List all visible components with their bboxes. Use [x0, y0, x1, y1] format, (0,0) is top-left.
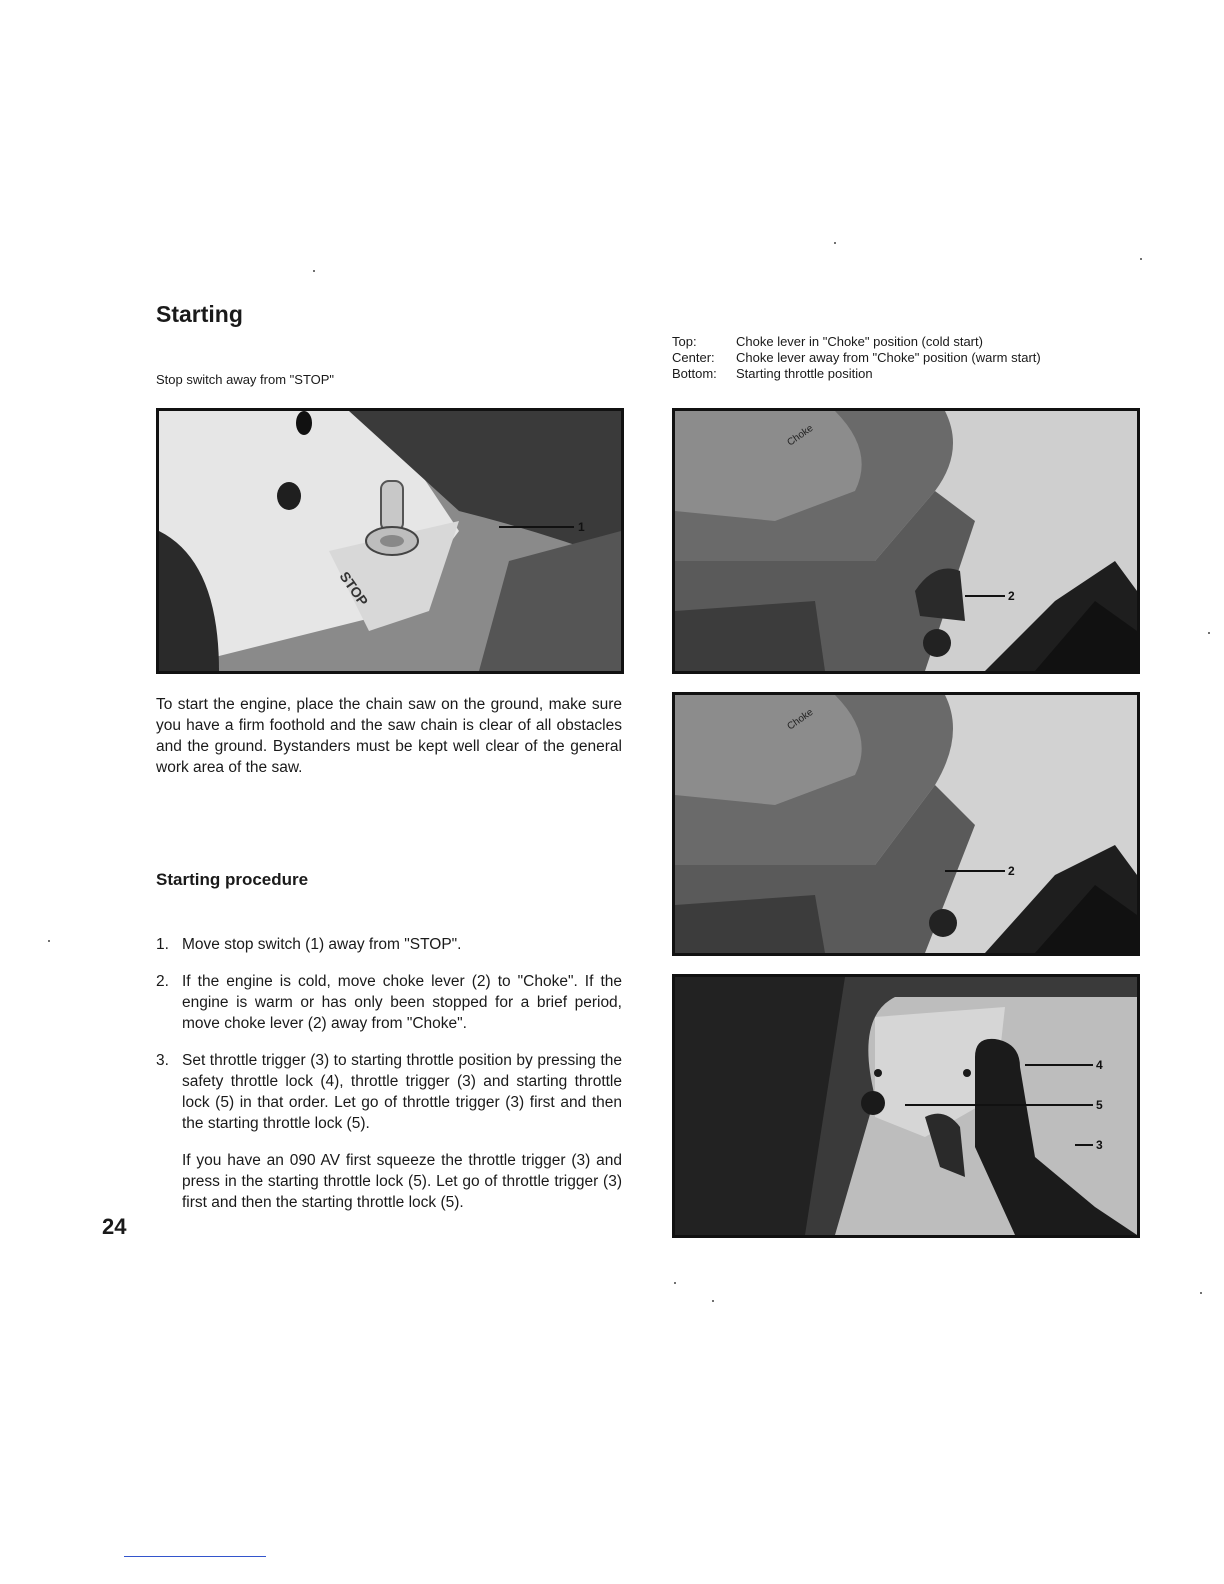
choke-label-top: Choke	[785, 422, 816, 449]
scan-speck	[48, 940, 50, 942]
photo-legend	[672, 334, 1142, 382]
callout-5: 5	[1096, 1098, 1103, 1112]
page-heading: Starting	[156, 301, 243, 327]
footnote-rule	[124, 1556, 266, 1557]
step-item	[156, 971, 622, 1034]
choke-cold-illustration	[675, 411, 1137, 671]
callout-1: 1	[578, 520, 585, 534]
step-number: 1.	[156, 936, 169, 953]
legend-value: Starting throttle position	[736, 366, 873, 381]
step-text: Move stop switch (1) away from "STOP".	[182, 936, 462, 953]
legend-value: Choke lever in "Choke" position (cold start)	[736, 334, 983, 349]
scan-speck	[1200, 1292, 1202, 1294]
intro-paragraph: To start the engine, place the chain saw on the ground, make sure you have a firm foothold and the saw chain is clear of all obstacles and the ground. Bystanders must be kept well clear of the general work area of the saw.	[156, 696, 622, 776]
step-text: Set throttle trigger (3) to starting throttle position by pressing the safety throttle lock (4), throttle trigger (3) and starting throttle lock (5) in that order. Let go of throttle trigger (3) first and then the starting throttle lock (5).	[182, 1052, 622, 1132]
throttle-illustration	[675, 977, 1137, 1235]
scan-speck	[834, 242, 836, 244]
callout-4: 4	[1096, 1058, 1103, 1072]
steps-list	[156, 934, 622, 1134]
page-number: 24	[102, 1214, 127, 1239]
step-text: If the engine is cold, move choke lever (2) to "Choke". If the engine is warm or has only been stopped for a brief period, move choke lever (2) away from "Choke".	[182, 973, 622, 1032]
photo-choke-cold-start	[672, 408, 1140, 674]
step-item	[156, 934, 622, 955]
photo-choke-warm-start	[672, 692, 1140, 956]
scan-speck	[712, 1300, 714, 1302]
legend-row	[672, 366, 1142, 382]
callout-2-center: 2	[1008, 864, 1015, 878]
procedure-steps	[156, 934, 622, 1213]
legend-value: Choke lever away from "Choke" position (warm start)	[736, 350, 1041, 365]
legend-key: Center:	[672, 350, 715, 365]
photo-starting-throttle	[672, 974, 1140, 1238]
legend-key: Top:	[672, 334, 697, 349]
stop-switch-illustration	[159, 411, 621, 671]
legend-row	[672, 334, 1142, 350]
scan-speck	[1208, 632, 1210, 634]
callout-2-top: 2	[1008, 589, 1015, 603]
step-item	[156, 1050, 622, 1134]
photo-stop-switch	[156, 408, 624, 674]
choke-warm-illustration	[675, 695, 1137, 953]
scan-speck	[313, 270, 315, 272]
scan-speck	[1140, 258, 1142, 260]
photo-caption-stop-switch: Stop switch away from "STOP"	[156, 372, 335, 387]
scan-speck	[674, 1282, 676, 1284]
stop-label: STOP	[336, 568, 372, 609]
callout-3: 3	[1096, 1138, 1103, 1152]
step-number: 3.	[156, 1052, 169, 1069]
step-number: 2.	[156, 973, 169, 990]
procedure-heading: Starting procedure	[156, 870, 309, 889]
legend-key: Bottom:	[672, 366, 717, 381]
legend-row	[672, 350, 1142, 366]
model-090av-note: If you have an 090 AV first squeeze the throttle trigger (3) and press in the starting throttle lock (5). Let go of throttle trigger (3) first and then the starting throttle lock (5).	[182, 1152, 622, 1211]
choke-label-center: Choke	[785, 706, 816, 733]
